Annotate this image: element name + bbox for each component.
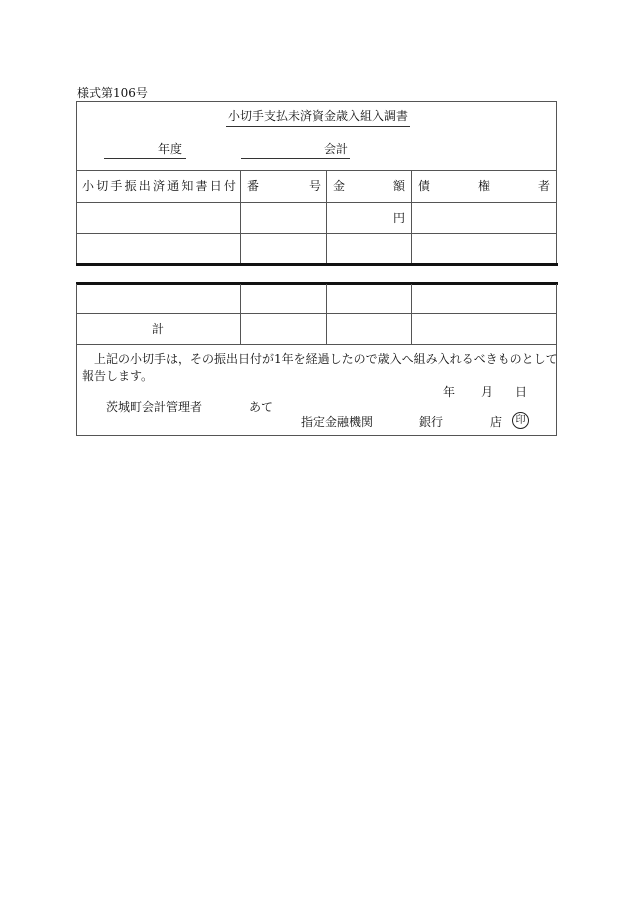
table-border-top [76,101,557,102]
header-char: 付 [223,179,236,193]
bank-label: 銀行 [419,415,444,429]
header-char: 額 [392,179,405,193]
branch-label: 店 [490,415,503,429]
table-border-left [76,284,77,436]
column-line [326,170,327,264]
form-number: 様式第106号 [77,86,148,100]
header-char: 債 [418,179,431,193]
header-number [247,170,321,202]
header-char: 者 [537,179,550,193]
header-char: 切 [96,179,109,193]
addressee-suffix: あて [249,400,274,414]
column-line [240,284,241,344]
header-char: 番 [247,179,260,193]
row-line [76,233,557,234]
date-month-label: 月 [481,385,494,399]
account-field[interactable] [241,140,350,159]
column-line [411,284,412,344]
statement-line-1: 上記の小切手は，その振出日付が1年を経過したので歳入へ組み入れるべきものとして [94,352,558,366]
header-amount [333,170,405,202]
header-char: 金 [333,179,346,193]
addressee: 茨城町会計管理者 [106,400,203,414]
break-line-bottom [76,282,558,285]
statement-line-2: 報告します。 [82,369,154,383]
header-char: 通 [167,179,180,193]
header-char: 号 [308,179,321,193]
date-day-label: 日 [515,385,528,399]
header-char: 権 [477,179,490,193]
header-char: 出 [138,179,151,193]
header-char: 振 [124,179,137,193]
yen-unit: 円 [392,211,405,225]
total-label: 計 [151,322,164,336]
header-creditor [418,170,550,202]
fiscal-year-label: 年度 [157,142,182,156]
seal-mark-icon: 印 [512,412,529,429]
header-date [82,170,236,202]
header-char: 書 [195,179,208,193]
column-line [326,284,327,344]
header-char: 済 [152,179,165,193]
date-year-label: 年 [443,385,456,399]
column-line [411,170,412,264]
table-border-bottom [76,435,557,436]
table-border-left [76,101,77,265]
column-line [240,170,241,264]
institution-label: 指定金融機関 [301,415,374,429]
table-border-right [556,101,557,265]
header-char: 小 [82,179,95,193]
header-char: 知 [181,179,194,193]
header-char: 日 [209,179,222,193]
break-line-top [76,263,558,266]
document-title: 小切手支払未済資金歳入組入調書 [226,107,410,127]
account-label: 会計 [323,142,348,156]
header-char: 手 [110,179,123,193]
row-line [76,202,557,203]
fiscal-year-field[interactable] [104,140,186,159]
